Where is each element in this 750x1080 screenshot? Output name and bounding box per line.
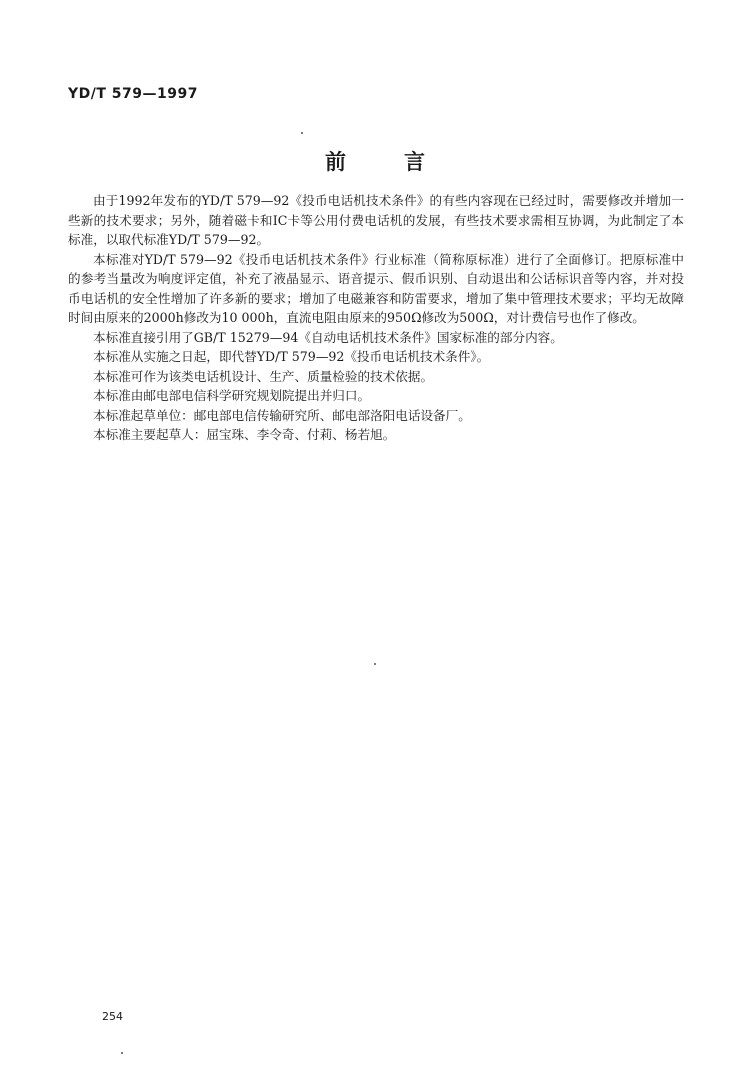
page-title: 前言 — [325, 149, 483, 174]
scan-speck — [301, 132, 303, 134]
paragraph: 本标准起草单位：邮电部电信传输研究所、邮电部洛阳电话设备厂。 — [93, 407, 471, 423]
paragraph: 本标准对YD/T 579—92《投币电话机技术条件》行业标准（简称原标准）进行了全面修订。把原标准中的参考当量改为响度评定值，补充了液晶显示、语音提示、假币识别、自动退出和公话标识音等内容，并对投币电话机的安全性增加了许多新的要求；增加了电磁兼容和防雷要求，增加了集中管理技术要求；平均无故障时间由原来的2000h修改为10 000h，直流电阻由原来的950Ω修改为500Ω，对计费信号也作了修改。 — [68, 251, 684, 325]
document-code: YD/T 579—1997 — [68, 86, 198, 102]
scan-speck — [121, 1052, 123, 1054]
foreword-body — [68, 191, 684, 445]
paragraph: 本标准可作为该类电话机设计、生产、质量检验的技术依据。 — [93, 368, 434, 384]
paragraph: 本标准由邮电部电信科学研究规划院提出并归口。 — [93, 388, 371, 403]
paragraph: 本标准主要起草人：屈宝珠、李令奇、付莉、杨若旭。 — [93, 427, 396, 442]
page-number: 254 — [102, 1010, 123, 1023]
paragraph: 本标准从实施之日起，即代替YD/T 579—92《投币电话机技术条件》。 — [93, 349, 490, 364]
paragraph: 由于1992年发布的YD/T 579—92《投币电话机技术条件》的有些内容现在已经过时，需要修改并增加一些新的技术要求；另外，随着磁卡和IC卡等公用付费电话机的发展，有些技术要求需相互协调，为此制定了本标准，以取代标准YD/T 579—92。 — [68, 193, 684, 247]
scan-speck — [374, 663, 376, 665]
paragraph: 本标准直接引用了GB/T 15279—94《自动电话机技术条件》国家标准的部分内容。 — [93, 329, 563, 345]
